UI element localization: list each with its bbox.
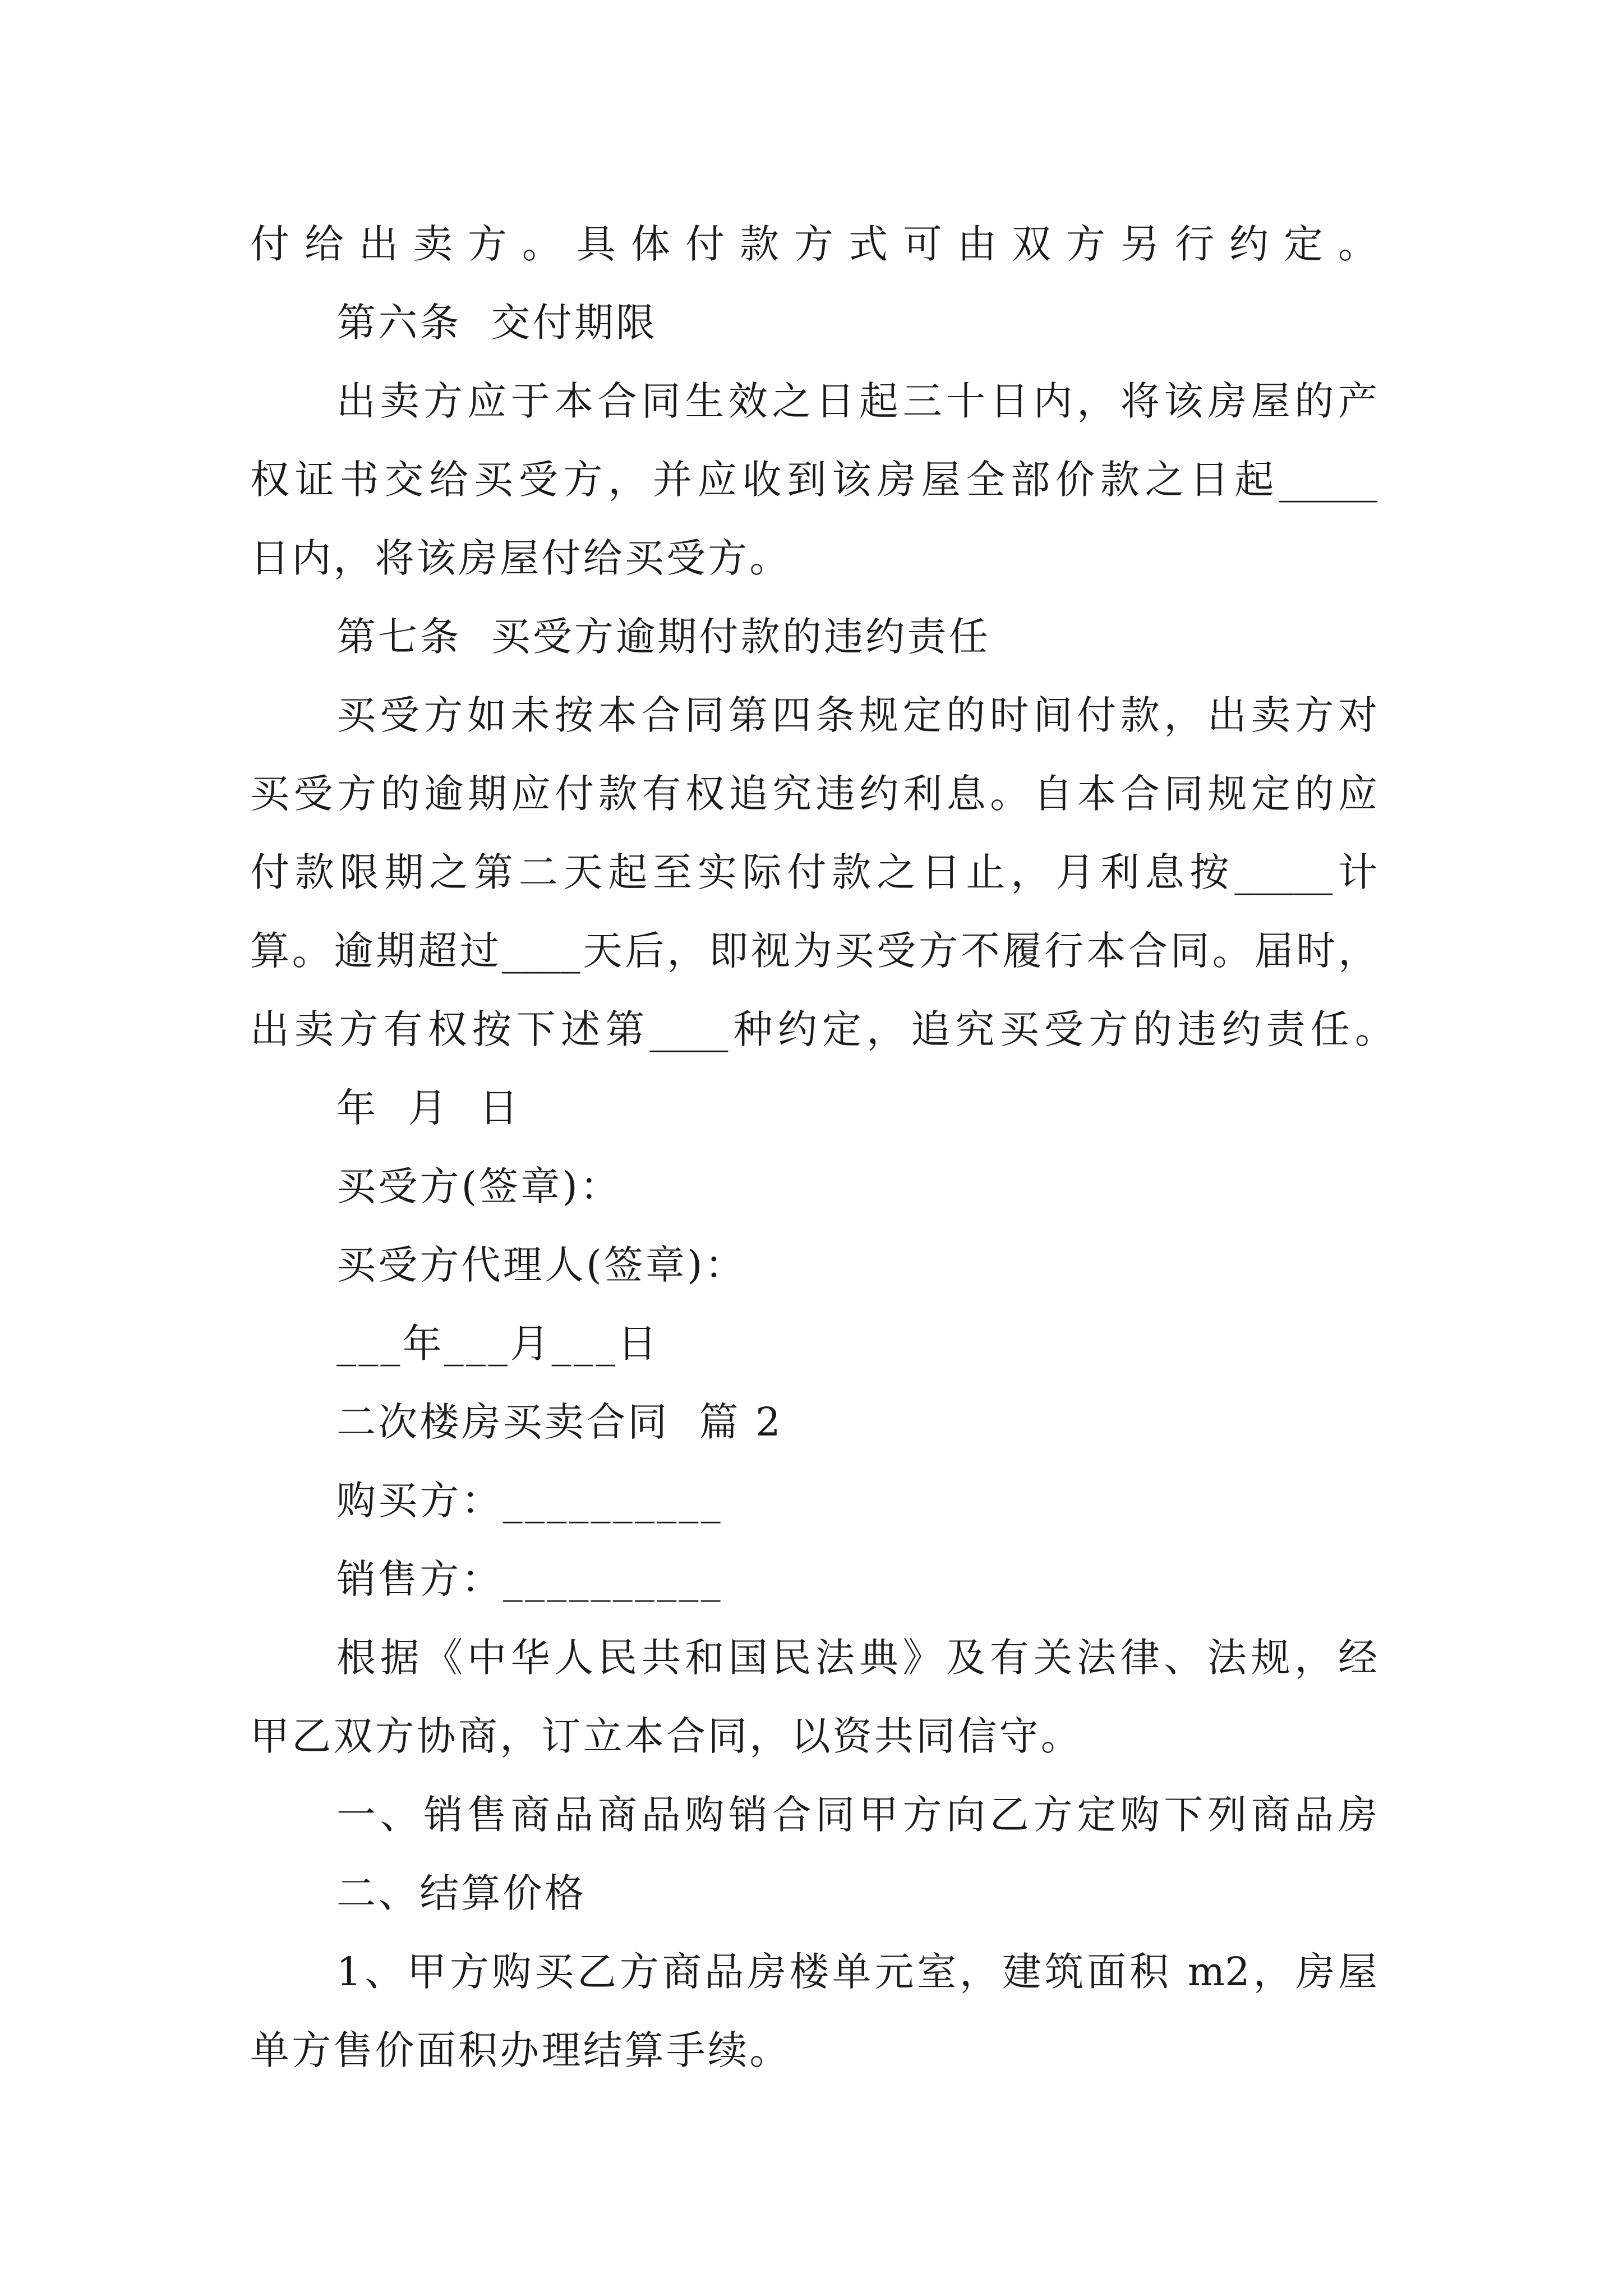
article-7-heading: 第七条 买受方逾期付款的违约责任: [336, 614, 990, 660]
text-line-10: 算。逾期超过____天后，即视为买受方不履行本合同。届时，: [250, 928, 1377, 974]
text-line-11: 出卖方有权按下述第____种约定，追究买受方的违约责任。: [250, 1006, 1394, 1052]
clause-1-heading: 一、销售商品商品购销合同甲方向乙方定购下列商品房: [336, 1792, 1377, 1838]
buyer-agent-signature-label: 买受方代理人(签章)：: [336, 1242, 746, 1288]
clause-2-heading: 二、结算价格: [336, 1870, 587, 1916]
article-6-heading: 第六条 交付期限: [336, 300, 658, 346]
seller-field: 销售方：__________: [336, 1556, 723, 1602]
signature-date-blank: ___年___月___日: [336, 1320, 660, 1366]
text-line-20: 甲乙双方协商，订立本合同，以资共同信守。: [250, 1713, 1082, 1759]
text-line-23: 1、甲方购买乙方商品房楼单元室，建筑面积 m2，房屋: [336, 1949, 1377, 1995]
section-title: 二次楼房买卖合同 篇 2: [336, 1399, 783, 1445]
text-line-8: 买受方的逾期应付款有权追究违约利息。自本合同规定的应: [250, 771, 1377, 817]
text-line-9: 付款限期之第二天起至实际付款之日止，月利息按_____计: [250, 849, 1377, 895]
text-line-1: 付给出卖方。具体付款方式可由双方另行约定。: [250, 221, 1377, 267]
buyer-signature-label: 买受方(签章)：: [336, 1163, 622, 1209]
text-line-7: 买受方如未按本合同第四条规定的时间付款，出卖方对: [336, 692, 1377, 738]
text-line-19: 根据《中华人民共和国民法典》及有关法律、法规，经: [336, 1635, 1377, 1681]
text-line-24: 单方售价面积办理结算手续。: [250, 2027, 791, 2073]
date-line: 年 月 日: [336, 1085, 521, 1131]
purchaser-field: 购买方：__________: [336, 1478, 723, 1524]
text-line-4: 权证书交给买受方，并应收到该房屋全部价款之日起_____: [250, 457, 1377, 503]
text-line-3: 出卖方应于本合同生效之日起三十日内，将该房屋的产: [336, 378, 1377, 424]
text-line-5: 日内，将该房屋付给买受方。: [250, 535, 791, 581]
